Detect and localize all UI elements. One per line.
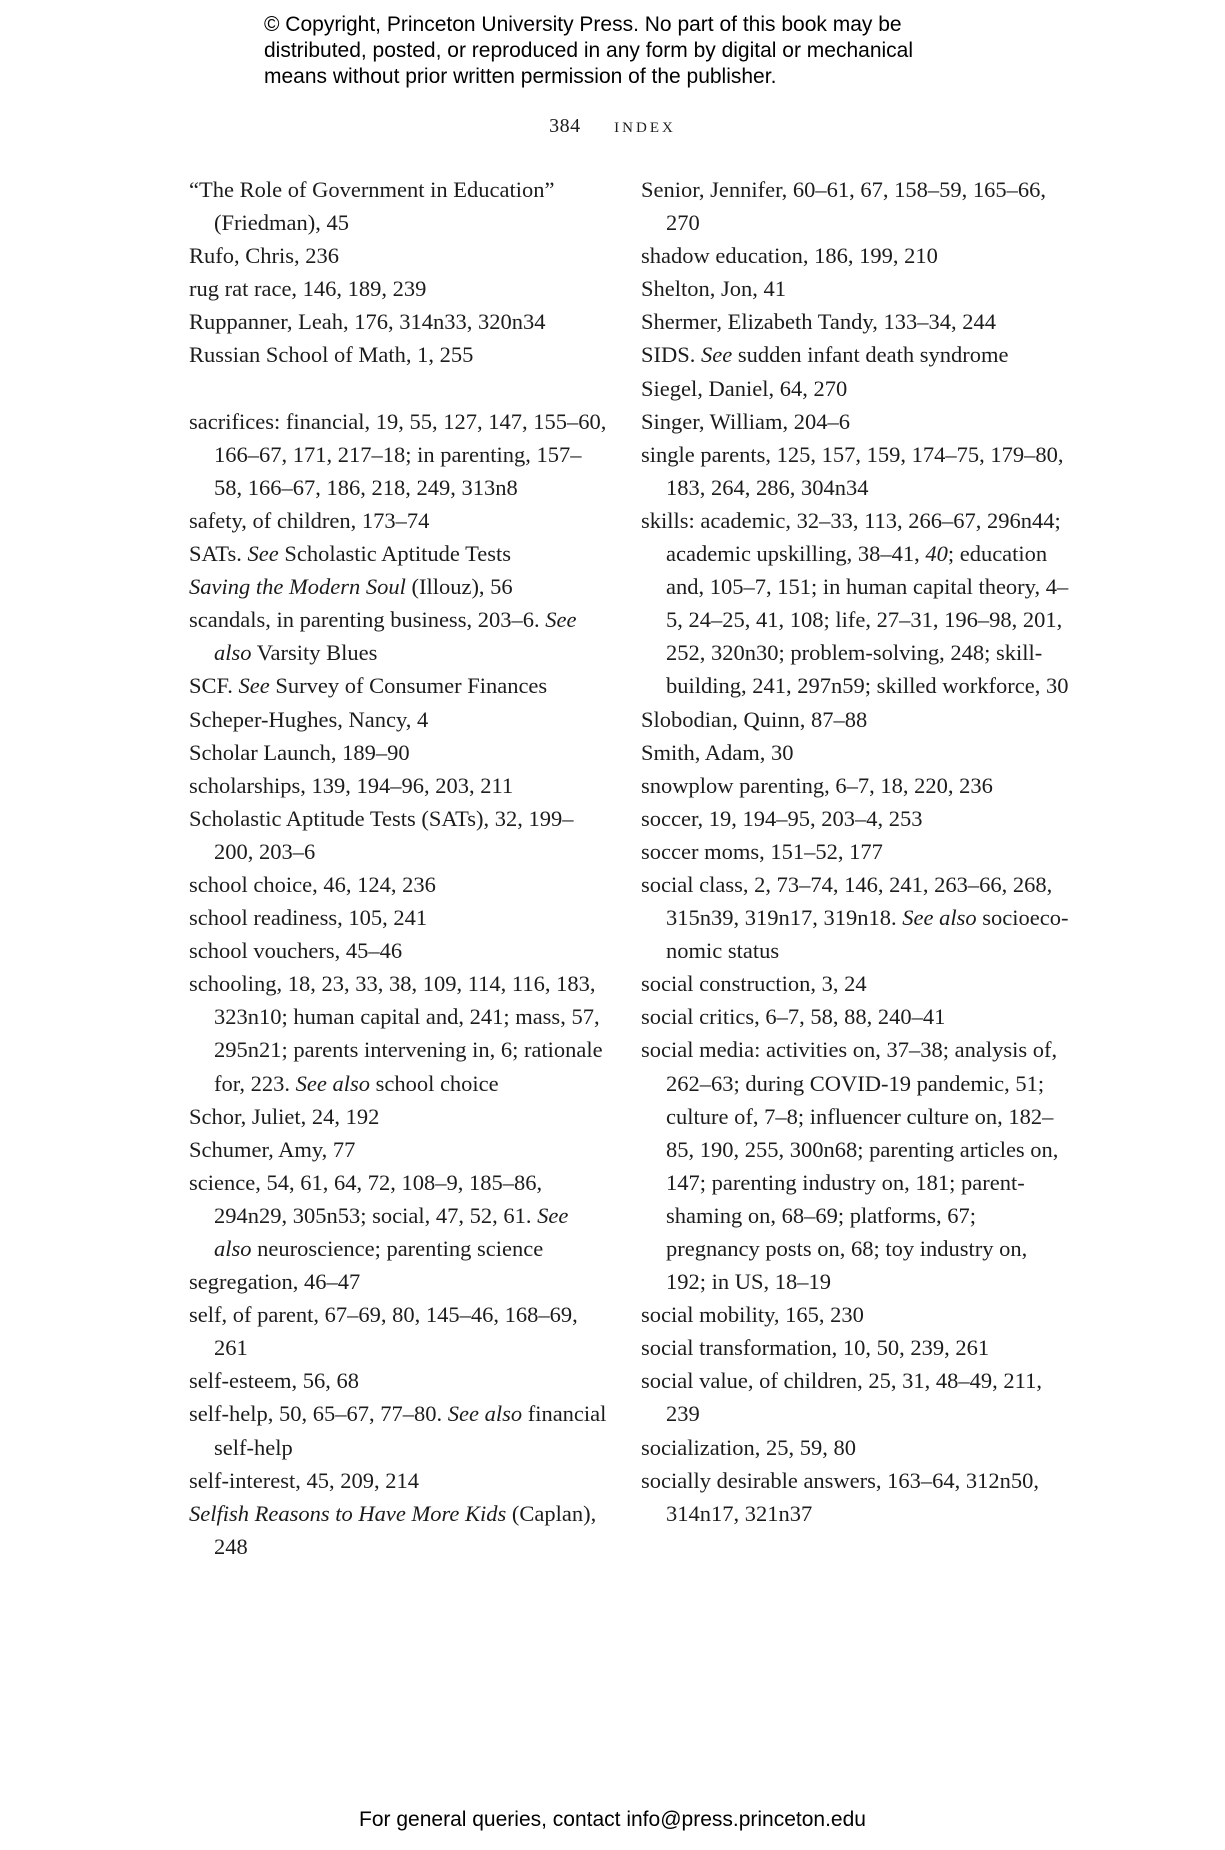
footer-contact: For general queries, contact info@press.princeton.edu xyxy=(359,1808,866,1831)
index-entry xyxy=(189,239,609,272)
index-entry-text: Scheper-Hughes, Nancy, 4 xyxy=(189,706,429,732)
index-entry-text: See also xyxy=(295,1070,370,1096)
index-entry xyxy=(641,405,1071,438)
index-entry xyxy=(189,1265,609,1298)
index-entry-text: Rufo, Chris, 236 xyxy=(189,243,340,269)
running-head xyxy=(0,112,1225,138)
copyright-notice xyxy=(264,12,1024,90)
index-entry-text: social media: activities on, 37–38; analysis of, 262–63; during COVID-19 pandemic, 51; culture of, 7–8; influencer culture on, 182–85, 190, 255, 300n68; parenting articles on, 147; parenting industry on, 181; parent-shaming on, 68–69; platforms, 67; pregnancy posts on, 68; toy industry on, 192; in US, 18–19 xyxy=(641,1037,1059,1295)
index-entry-text: See xyxy=(701,342,733,368)
index-entry xyxy=(641,1364,1071,1430)
index-entry xyxy=(189,769,609,802)
index-entry xyxy=(189,405,609,504)
index-entry-text: self-help, 50, 65–67, 77–80. xyxy=(189,1401,448,1427)
index-entry-text: “The Role of Government in Education” (Friedman), 45 xyxy=(189,177,555,236)
index-entry xyxy=(641,1000,1071,1033)
index-entry xyxy=(189,669,609,702)
index-entry-text: (Illouz), 56 xyxy=(405,574,513,600)
index-entry xyxy=(641,703,1071,736)
index-entry-text: Senior, Jennifer, 60–61, 67, 158–59, 165–66, 270 xyxy=(641,177,1047,236)
index-entry-text: self-interest, 45, 209, 214 xyxy=(189,1467,419,1493)
index-entry-text: social transformation, 10, 50, 239, 261 xyxy=(641,1335,990,1361)
index-entry xyxy=(641,835,1071,868)
index-entry xyxy=(641,372,1071,405)
index-entry xyxy=(641,769,1071,802)
index-entry-text: Scholastic Aptitude Tests (SATs), 32, 199–200, 203–6 xyxy=(189,805,574,864)
index-entry xyxy=(641,272,1071,305)
index-entry-text: self, of parent, 67–69, 80, 145–46, 168–69, 261 xyxy=(189,1302,578,1361)
index-entry xyxy=(189,272,609,305)
index-entry-text: socioeconomic status xyxy=(666,905,1069,964)
index-entry-text: sudden infant death syndrome xyxy=(732,342,1009,368)
index-entry-text: socially desirable answers, 163–64, 312n50, 314n17, 321n37 xyxy=(641,1467,1040,1526)
index-entry-text: school readiness, 105, 241 xyxy=(189,905,428,931)
index-entry-text: single parents, 125, 157, 159, 174–75, 179–80, 183, 264, 286, 304n34 xyxy=(641,441,1064,500)
index-entry-text: Schumer, Amy, 77 xyxy=(189,1136,356,1162)
index-entry xyxy=(189,967,609,1099)
index-column-right xyxy=(641,173,1071,1530)
index-entry xyxy=(641,1298,1071,1331)
index-column-left xyxy=(189,173,609,1563)
index-entry xyxy=(641,1033,1071,1298)
index-entry-text: schooling, 18, 23, 33, 38, 109, 114, 116, 183, 323n10; human capital and, 241; mass, 57, 295n21; parents intervening in, 6; rationale for, 223. xyxy=(189,971,603,1096)
index-entry-text: science, 54, 61, 64, 72, 108–9, 185–86, 294n29, 305n53; social, 47, 52, 61. xyxy=(189,1169,543,1228)
index-entry xyxy=(189,1298,609,1364)
index-entry-text: segregation, 46–47 xyxy=(189,1269,361,1295)
index-entry-text: Russian School of Math, 1, 255 xyxy=(189,342,474,368)
index-entry-text: Survey of Consumer Finances xyxy=(269,673,548,699)
index-entry-text: 40 xyxy=(925,541,948,567)
index-entry-text: neuroscience; parenting science xyxy=(251,1236,544,1261)
index-entry-text: Slobodian, Quinn, 87–88 xyxy=(641,706,868,732)
index-entry-text: Scholastic Aptitude Tests xyxy=(278,541,512,567)
index-entry-text: shadow education, 186, 199, 210 xyxy=(641,243,938,269)
index-entry xyxy=(189,1397,609,1463)
index-entry xyxy=(641,305,1071,338)
section-title: index xyxy=(614,112,676,137)
index-entry xyxy=(189,1133,609,1166)
index-entry-text: See also xyxy=(902,905,977,931)
index-entry-text: rug rat race, 146, 189, 239 xyxy=(189,276,427,302)
index-entry xyxy=(189,1464,609,1497)
index-entry xyxy=(641,239,1071,272)
index-entry xyxy=(641,868,1071,967)
index-entry xyxy=(189,504,609,537)
index-entry xyxy=(189,802,609,868)
index-entry xyxy=(189,338,609,371)
index-entry-text: SIDS. xyxy=(641,342,702,368)
index-entry-text: Shermer, Elizabeth Tandy, 133–34, 244 xyxy=(641,309,996,335)
index-entry xyxy=(641,1431,1071,1464)
index-entry xyxy=(641,438,1071,504)
index-entry-text: ; education and, 105–7, 151; in human capital theory, 4–5, 24–25, 41, 108; life, 27–31, 196–98, 201, 252, 320n30; problem-solving, 248; skill-building, 241, 297n59; skilled workforce, 30 xyxy=(666,541,1069,699)
index-entry-text: scandals, in parenting business, 203–6. xyxy=(189,607,546,633)
index-entry-text: Singer, William, 204–6 xyxy=(641,408,851,434)
index-entry-text: Scholar Launch, 189–90 xyxy=(189,739,410,765)
index-entry-text: school choice, 46, 124, 236 xyxy=(189,871,436,897)
index-entry xyxy=(189,173,609,239)
index-entry-text: snowplow parenting, 6–7, 18, 220, 236 xyxy=(641,772,993,798)
index-entry xyxy=(189,1364,609,1397)
index-entry xyxy=(189,1497,609,1563)
index-entry-text: social value, of children, 25, 31, 48–49, 211, 239 xyxy=(641,1368,1042,1427)
index-entry-text: Schor, Juliet, 24, 192 xyxy=(189,1103,380,1129)
index-entry-text: Shelton, Jon, 41 xyxy=(641,276,787,302)
index-entry-text: SCF. xyxy=(189,673,239,699)
index-entry xyxy=(189,934,609,967)
index-entry-text: skills: academic, 32–33, 113, 266–67, 296n44; academic upskilling, 38–41, xyxy=(641,507,1061,567)
index-entry-text: financial self-help xyxy=(214,1401,607,1460)
index-entry-text: Varsity Blues xyxy=(251,640,378,666)
index-entry xyxy=(641,338,1071,371)
index-entry xyxy=(189,1166,609,1265)
index-entry xyxy=(641,967,1071,1000)
index-entry-text: See xyxy=(238,673,270,699)
index-entry-text: school choice xyxy=(369,1070,499,1096)
index-entry-text: school vouchers, 45–46 xyxy=(189,938,403,964)
index-entry xyxy=(641,1331,1071,1364)
index-entry xyxy=(641,173,1071,239)
index-entry-text: social critics, 6–7, 58, 88, 240–41 xyxy=(641,1004,946,1030)
copyright-line: means without prior written permission of the publisher. xyxy=(264,65,777,88)
index-entry-text: social mobility, 165, 230 xyxy=(641,1302,864,1328)
index-entry xyxy=(189,1100,609,1133)
index-entry-text: social class, 2, 73–74, 146, 241, 263–66, 268, 315n39, 319n17, 319n18. xyxy=(641,871,1053,931)
page-number: 384 xyxy=(549,115,581,137)
index-entry-text: socialization, 25, 59, 80 xyxy=(641,1434,856,1460)
index-entry xyxy=(641,504,1071,703)
index-entry xyxy=(189,305,609,338)
index-entry-text: safety, of children, 173–74 xyxy=(189,507,430,533)
index-entry-text: social construction, 3, 24 xyxy=(641,971,867,997)
index-entry-text: Selfish Reasons to Have More Kids xyxy=(189,1500,507,1526)
index-entry xyxy=(189,868,609,901)
index-entry-text: (Caplan), 248 xyxy=(214,1500,597,1559)
index-entry-text: scholarships, 139, 194–96, 203, 211 xyxy=(189,772,514,798)
index-entry-text: Saving the Modern Soul xyxy=(189,574,406,600)
index-entry xyxy=(641,736,1071,769)
index-entry xyxy=(189,537,609,570)
index-entry xyxy=(189,570,609,603)
index-entry-text: Smith, Adam, 30 xyxy=(641,739,794,765)
index-entry-text: Ruppanner, Leah, 176, 314n33, 320n34 xyxy=(189,309,546,335)
index-entry-text: See also xyxy=(447,1401,523,1427)
index-entry xyxy=(641,802,1071,835)
index-entry-text: self-esteem, 56, 68 xyxy=(189,1368,359,1394)
index-entry-text: See also xyxy=(214,607,577,666)
index-entry xyxy=(189,736,609,769)
index-entry-text: soccer, 19, 194–95, 203–4, 253 xyxy=(641,805,923,831)
index-entry xyxy=(189,901,609,934)
index-entry-text: SATs. xyxy=(189,541,248,567)
index-entry-text: sacrifices: financial, 19, 55, 127, 147, 155–60, 166–67, 171, 217–18; in parenting, 157–58, 166–67, 186, 218, 249, 313n8 xyxy=(189,408,607,500)
index-entry-text: Siegel, Daniel, 64, 270 xyxy=(641,375,848,401)
copyright-line: distributed, posted, or reproduced in any form by digital or mechanical xyxy=(264,39,914,62)
index-entry-text: soccer moms, 151–52, 177 xyxy=(641,838,883,864)
index-entry xyxy=(189,603,609,669)
index-entry-text: See xyxy=(247,541,279,567)
index-entry xyxy=(641,1464,1071,1530)
copyright-line: © Copyright, Princeton University Press. No part of this book may be xyxy=(264,13,902,36)
index-entry-text: See also xyxy=(214,1202,569,1261)
index-entry xyxy=(189,703,609,736)
letter-group-gap xyxy=(189,372,609,405)
